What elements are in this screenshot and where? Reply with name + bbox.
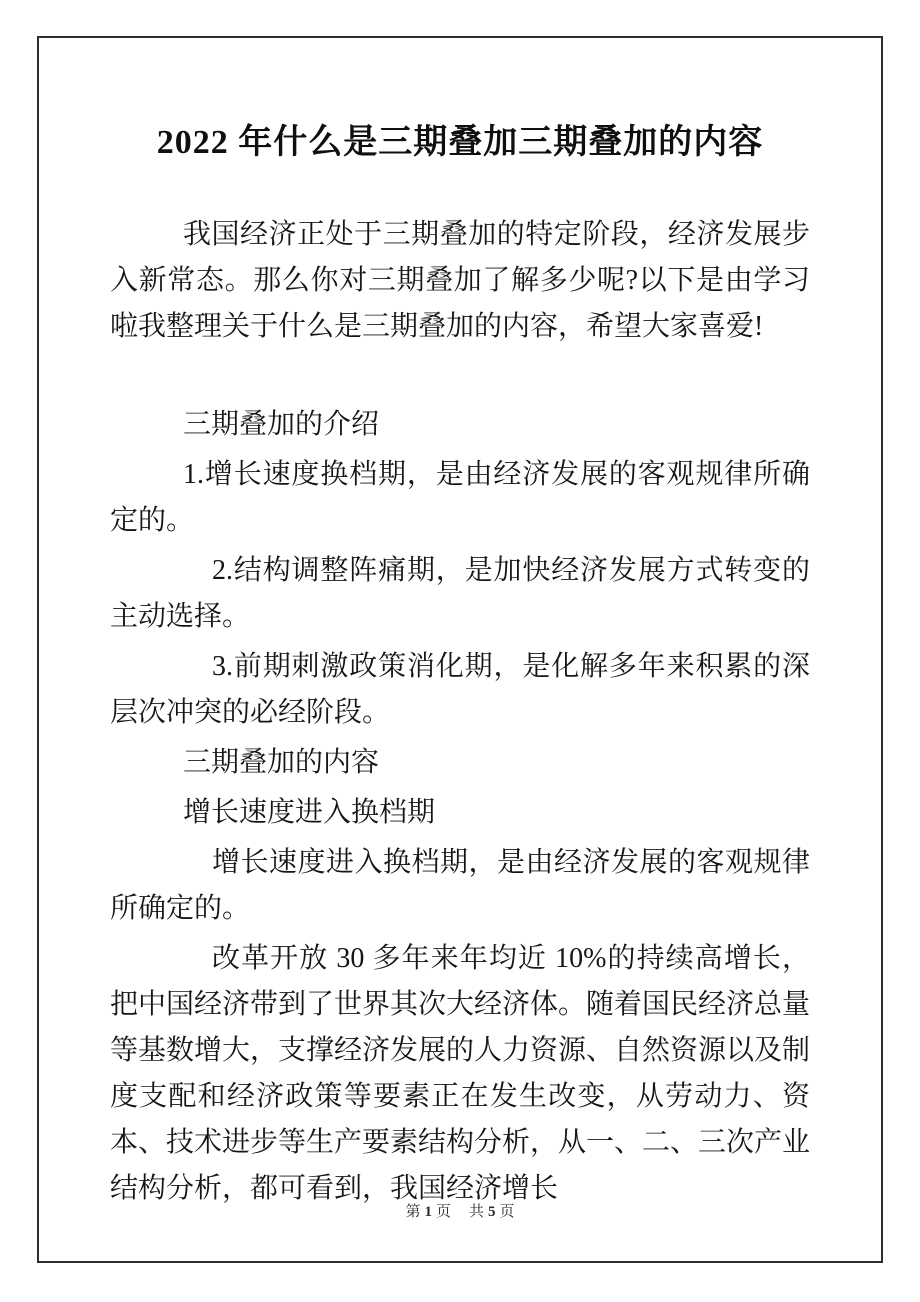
footer-current-prefix: 第 <box>405 1204 421 1220</box>
footer-total-page-number: 5 <box>488 1204 496 1220</box>
footer-current-page-number: 1 <box>424 1204 432 1220</box>
list-item-3: 3.前期刺激政策消化期，是化解多年来积累的深层次冲突的必经阶段。 <box>110 651 810 728</box>
document-page <box>37 36 883 1263</box>
heading-content: 三期叠加的内容 <box>183 747 380 778</box>
page-footer <box>39 1203 881 1221</box>
paragraph-intro: 我国经济正处于三期叠加的特定阶段，经济发展步入新常态。那么你对三期叠加了解多少呢?以下是由学习啦我整理关于什么是三期叠加的内容，希望大家喜爱! <box>110 219 810 342</box>
list-item-2: 2.结构调整阵痛期，是加快经济发展方式转变的主动选择。 <box>110 555 810 632</box>
footer-total-suffix: 页 <box>499 1204 515 1220</box>
heading-introduction: 三期叠加的介绍 <box>183 409 380 440</box>
document-title: 2022 年什么是三期叠加三期叠加的内容 <box>156 124 764 161</box>
paragraph-growth-shift: 增长速度进入换档期，是由经济发展的客观规律所确定的。 <box>110 847 810 924</box>
footer-total-prefix: 共 <box>469 1204 485 1220</box>
paragraph-reform-growth: 改革开放 30 多年来年均近 10%的持续高增长，把中国经济带到了世界其次大经济体。随着国民经济总量等基数增大，支撑经济发展的人力资源、自然资源以及制度支配和经济政策等要素正在发生改变，从劳动力、资本、技术进步等生产要素结构分析，从一、二、三次产业结构分析，都可看到，我国经济增长 <box>110 943 811 1204</box>
footer-current-suffix: 页 <box>435 1204 451 1220</box>
subheading-growth-shift: 增长速度进入换档期 <box>183 797 436 828</box>
list-item-1: 1.增长速度换档期，是由经济发展的客观规律所确定的。 <box>110 459 810 536</box>
